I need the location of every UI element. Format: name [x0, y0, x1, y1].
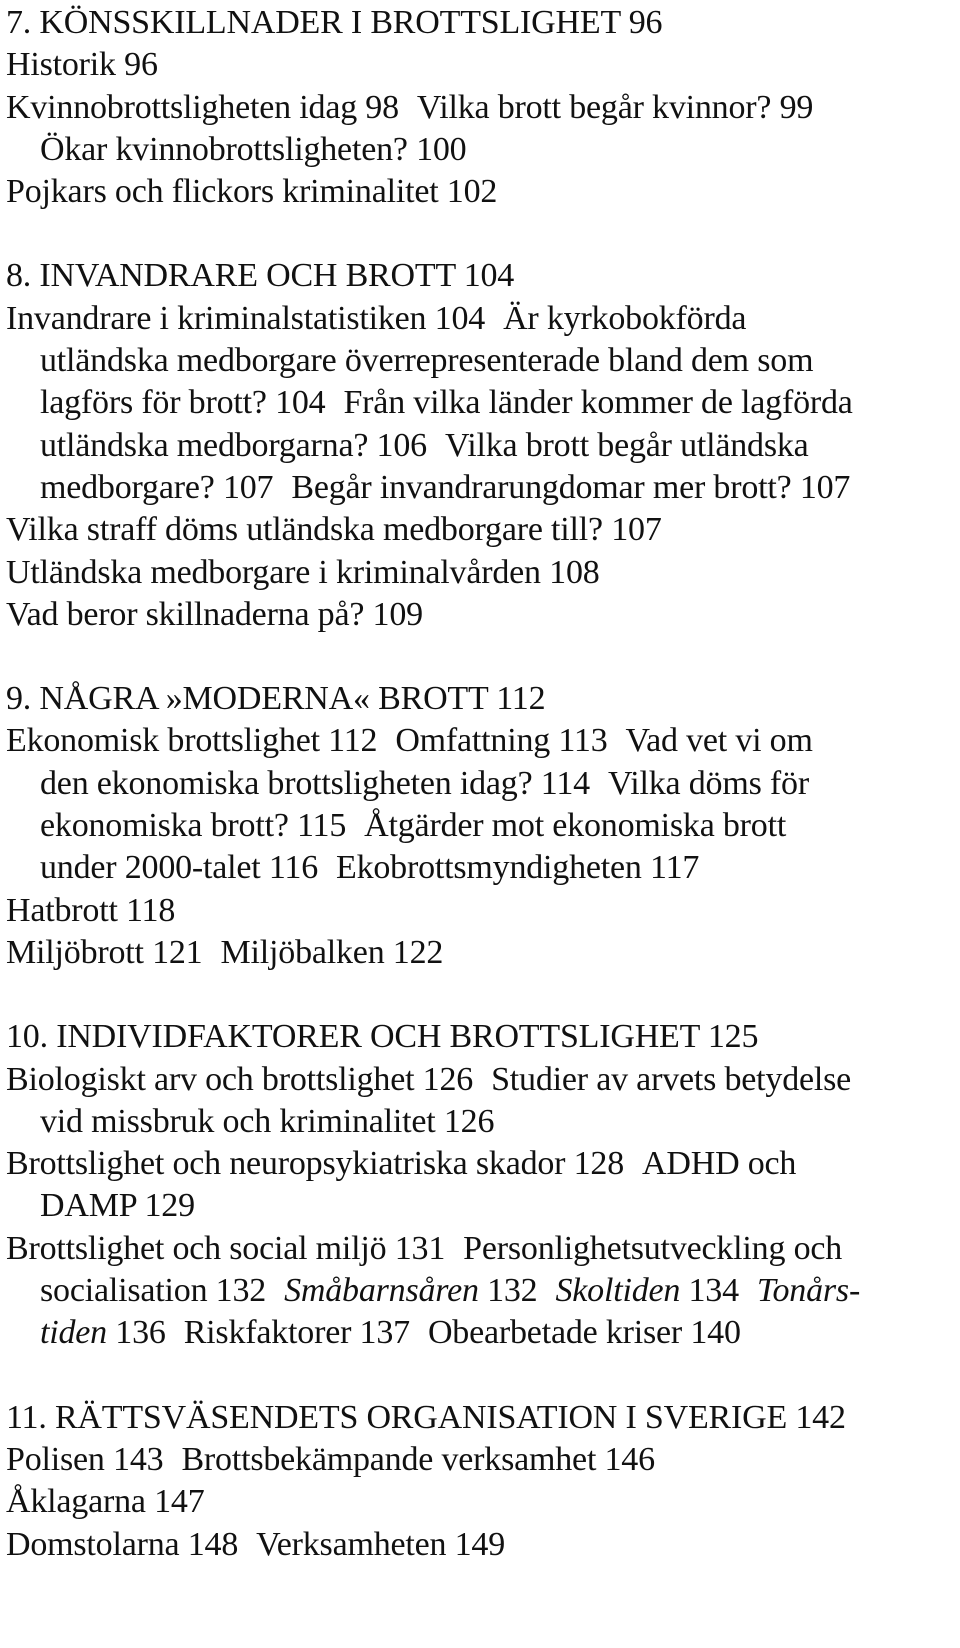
toc-line [6, 382, 954, 424]
toc-line [6, 1439, 954, 1481]
toc-entry: Domstolarna 148 [6, 1525, 239, 1563]
toc-entry: Hatbrott 118 [6, 891, 176, 929]
toc-entry: Kvinnobrottsligheten idag 98 [6, 88, 399, 126]
toc-line [6, 509, 954, 551]
toc-line [6, 720, 954, 762]
toc-entry: Obearbetade kriser 140 [427, 1314, 741, 1352]
toc-entry: Invandrare i kriminalstatistiken 104 [6, 299, 486, 337]
toc-line [6, 1524, 954, 1566]
toc-entry: 10. INDIVIDFAKTORER OCH BROTTSLIGHET 125 [6, 1018, 759, 1056]
toc-line [6, 1270, 954, 1312]
toc-entry: Personlighetsutveckling och [463, 1229, 843, 1267]
toc-entry: Tonårs- [756, 1272, 861, 1310]
toc-entry: vid missbruk och kriminalitet 126 [40, 1102, 495, 1140]
toc-line [6, 847, 954, 889]
toc-entry: Polisen 143 [6, 1440, 164, 1478]
toc-entry: Verksamheten 149 [256, 1525, 506, 1563]
toc-entry: Brottslighet och neuropsykiatriska skador 128 [6, 1145, 625, 1183]
toc-entry: Vilka brott begår utländska [444, 426, 809, 464]
toc-entry: Brottsbekämpande verksamhet 146 [181, 1440, 655, 1478]
toc-entry: lagförs för brott? 104 [40, 384, 326, 422]
toc-line [6, 763, 954, 805]
toc-entry: 9. NÅGRA »MODERNA« BROTT 112 [6, 680, 546, 718]
toc-entry: Åtgärder mot ekonomiska brott [364, 807, 787, 845]
toc-entry: Vilka döms för [607, 764, 809, 802]
toc-entry: tiden [40, 1314, 107, 1352]
toc-entry: 8. INVANDRARE OCH BROTT 104 [6, 257, 515, 295]
toc-entry: DAMP 129 [40, 1187, 195, 1225]
toc-line [6, 44, 954, 86]
toc-line [6, 425, 954, 467]
toc-line [6, 1312, 954, 1354]
toc-entry: Miljöbalken 122 [220, 933, 444, 971]
toc-line [6, 1481, 954, 1523]
toc-line [6, 594, 954, 636]
chapter-heading-line [6, 678, 954, 720]
toc-entry: 134 [680, 1272, 739, 1310]
toc-line [6, 1101, 954, 1143]
toc-line [6, 340, 954, 382]
toc-entry: Skoltiden [555, 1272, 681, 1310]
toc-entry: Vilka brott begår kvinnor? 99 [416, 88, 814, 126]
toc-line [6, 1185, 954, 1227]
toc-entry: Begår invandrarungdomar mer brott? 107 [291, 468, 851, 506]
toc-line [6, 1059, 954, 1101]
toc-line [6, 552, 954, 594]
toc-entry: Vad vet vi om [625, 722, 813, 760]
toc-line [6, 1228, 954, 1270]
toc-entry: Vad beror skillnaderna på? 109 [6, 595, 423, 633]
toc-entry: Ökar kvinnobrottsligheten? 100 [40, 130, 467, 168]
toc-entry: 7. KÖNSSKILLNADER I BROTTSLIGHET 96 [6, 4, 663, 41]
toc-entry: ADHD och [642, 1145, 797, 1183]
toc-entry: Utländska medborgare i kriminalvården 108 [6, 553, 600, 591]
toc-line [6, 932, 954, 974]
toc-entry: den ekonomiska brottsligheten idag? 114 [40, 764, 590, 802]
toc-entry: medborgare? 107 [40, 468, 274, 506]
toc-entry: 136 [106, 1314, 166, 1352]
toc-entry: under 2000-talet 116 [40, 849, 318, 887]
toc-entry: Ekobrottsmyndigheten 117 [336, 849, 700, 887]
toc-entry: Biologiskt arv och brottslighet 126 [6, 1060, 474, 1098]
toc-line [6, 805, 954, 847]
chapter-heading-line [6, 1016, 954, 1058]
toc-line [6, 87, 954, 129]
toc-entry: Pojkars och flickors kriminalitet 102 [6, 173, 498, 211]
toc-entry: Ekonomisk brottslighet 112 [6, 722, 378, 760]
toc-entry: Från vilka länder kommer de lagförda [343, 384, 853, 422]
toc-line [6, 1143, 954, 1185]
toc-line [6, 467, 954, 509]
toc-entry: Småbarnsåren [284, 1272, 479, 1310]
chapter-heading-line [6, 2, 954, 44]
toc-entry: ekonomiska brott? 115 [40, 807, 347, 845]
toc-entry: Miljöbrott 121 [6, 933, 203, 971]
toc-line [6, 298, 954, 340]
toc-line [6, 890, 954, 932]
chapter-heading-line [6, 255, 954, 297]
toc-entry: Riskfaktorer 137 [183, 1314, 410, 1352]
toc-entry: Omfattning 113 [395, 722, 608, 760]
chapter-heading-line [6, 1397, 954, 1439]
toc-entry: Historik 96 [6, 46, 158, 84]
table-of-contents [6, 2, 954, 1566]
toc-entry: Vilka straff döms utländska medborgare till? 107 [6, 511, 662, 549]
toc-entry: 11. RÄTTSVÄSENDETS ORGANISATION I SVERIGE 142 [6, 1398, 846, 1436]
toc-line [6, 171, 954, 213]
toc-line [6, 129, 954, 171]
toc-entry: Är kyrkobokförda [503, 299, 747, 337]
toc-entry: socialisation 132 [40, 1272, 267, 1310]
toc-entry: utländska medborgarna? 106 [40, 426, 427, 464]
toc-entry: utländska medborgare överrepresenterade bland dem som [40, 342, 814, 380]
toc-entry: 132 [478, 1272, 538, 1310]
toc-entry: Åklagarna 147 [6, 1483, 205, 1521]
toc-entry: Studier av arvets betydelse [491, 1060, 852, 1098]
toc-entry: Brottslighet och social miljö 131 [6, 1229, 446, 1267]
